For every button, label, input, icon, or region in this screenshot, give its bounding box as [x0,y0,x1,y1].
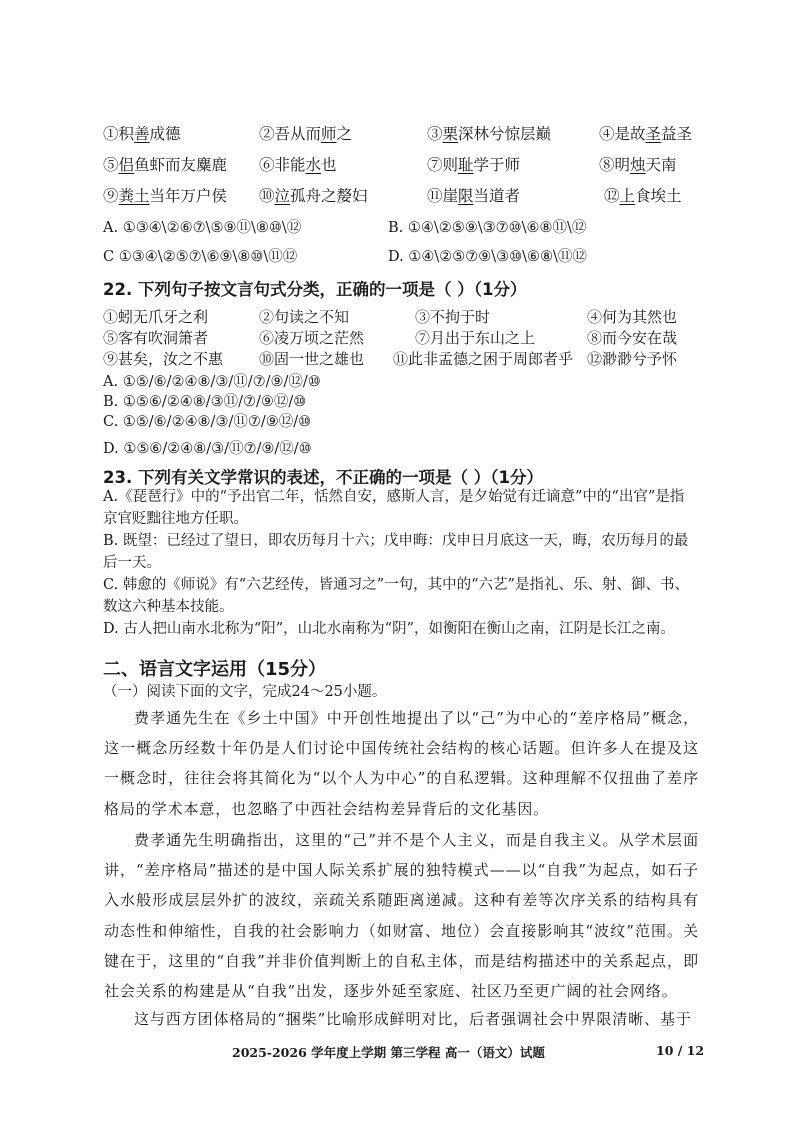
q23-option-b: B. 既望：已经过了望日，即农历每月十六；戊申晦：戊申日月底这一天，晦，农历每月的最后一天。 [103,533,689,571]
q22-item-7: ⑦月出于东山之上 [415,329,536,347]
q21-option-b: B. ①④\②⑤⑨\③⑦⑩\⑥⑧⑪\⑫ [388,220,587,236]
q21-option-c: C ①③④\②⑤⑦\⑥⑨\⑧⑩\⑪⑫ [103,249,298,265]
section-subtitle: （一）阅读下面的文字，完成24～25小题。 [103,684,387,700]
q22-option-b: B. ①⑤⑥/②④⑧/③⑪/⑦/⑨⑫/⑩ [103,394,307,410]
q21-item-2: ②吾从而师之 [259,125,353,143]
q22-item-4: ④何为其然也 [587,308,678,326]
passage-paragraph-2: 费孝通先生明确指出，这里的“己”并不是个人主义，而是自我主义。从学术层面讲，“差序格局”描述的是中国人际关系扩展的独特模式——以“自我”为起点，如石子入水般形成层层外扩的波纹，亲疏关系随距离递减。这种有差等次序关系的结构具有动态性和伸缩性，自我的社会影响力（如财富、地位）会直接影响其“波纹”范围。关键在于，这里的“自我”并非价值判断上的自私主体，而是结构描述中的关系起点，即社会关系的构建是从“自我”出发，逐步外延至家庭、社区乃至更广阔的社会网络。 [104,831,699,1001]
q21-item-8: ⑧明烛天南 [599,156,677,174]
q21-item-7: ⑦则耻学于师 [427,156,521,174]
q22-item-9: ⑨甚矣，汝之不惠 [103,350,224,368]
passage-paragraph-1: 费孝通先生在《乡土中国》中开创性地提出了以“己”为中心的“差序格局”概念，这一概念历经数十年仍是人们讨论中国传统社会结构的核心话题。但许多人在提及这一概念时，往往会将其简化为“以个人为中心”的自私逻辑。这种理解不仅扭曲了差序格局的学术本意，也忽略了中西社会结构差异背后的文化基因。 [104,709,699,818]
q21-item-5: ⑤侣鱼虾而友麋鹿 [103,156,228,174]
q21-item-11: ⑪崖限当道者 [427,187,521,205]
passage-paragraph-3: 这与西方团体格局的“捆柴”比喻形成鲜明对比，后者强调社会中界限清晰、基于 [134,1010,692,1028]
q22-item-2: ②句读之不知 [259,308,350,326]
q21-item-9: ⑨粪土当年万户侯 [103,187,228,205]
q21-option-d: D. ①④\②⑤⑦⑨\③⑩\⑥⑧\⑪⑫ [388,249,587,265]
q21-item-6: ⑥非能水也 [259,156,337,174]
q21-item-3: ③栗深林兮惊层巅 [427,125,552,143]
page-number: 10 / 12 [656,1043,705,1058]
q21-item-4: ④是故圣益圣 [599,125,693,143]
footer-title: 2025-2026 学年度上学期 第三学程 高一（语文）试题 [232,1045,545,1060]
q23-option-d: D. 古人把山南水北称为“阳”，山北水南称为“阴”，如衡阳在衡山之南，江阴是长江之南。 [103,621,675,637]
q22-option-c: C. ①⑤/⑥/②④⑧/③/⑪⑦/⑨⑫/⑩ [103,414,312,430]
q22-item-5: ⑤客有吹洞箫者 [103,329,209,347]
q22-item-10: ⑩固一世之雄也 [259,350,365,368]
q22-heading: 22. 下列句子按文言句式分类，正确的一项是（ ）（1分） [103,280,527,299]
q22-item-8: ⑧而今安在哉 [587,329,678,347]
q23-option-c: C. 韩愈的《师说》有“六艺经传，皆通习之”一句，其中的“六艺”是指礼、乐、射、御、书、数这六种基本技能。 [103,577,689,615]
q23-heading: 23. 下列有关文学常识的表述，不正确的一项是（ ）（1分） [103,468,543,487]
q22-item-11: ⑪此非孟德之困于周郎者乎 [393,350,574,368]
q21-item-1: ①积善成德 [103,125,181,143]
q22-option-d: D. ①⑤⑥/②④⑧/③/⑪⑦/⑨/⑫/⑩ [103,441,312,457]
q22-option-a: A. ①⑤/⑥/②④⑧/③/⑪/⑦/⑨/⑫/⑩ [103,374,321,390]
section-title: 二、语言文字运用（15分） [103,659,327,680]
q22-item-3: ③不拘于时 [415,308,491,326]
q22-item-6: ⑥凌万顷之茫然 [259,329,365,347]
q21-option-a: A. ①③④\②⑥⑦\⑤⑨⑪\⑧⑩\⑫ [103,220,302,236]
q23-option-a: A.《琵琶行》中的“予出官二年，恬然自安，感斯人言，是夕始觉有迁谪意”中的“出官”是指京官贬黜往地方任职。 [103,489,685,527]
q21-item-10: ⑩泣孤舟之嫠妇 [259,187,368,205]
q22-item-12: ⑫渺渺兮予怀 [587,350,678,368]
q21-item-12: ⑫上食埃土 [604,187,682,205]
q22-item-1: ①蚓无爪牙之利 [103,308,209,326]
